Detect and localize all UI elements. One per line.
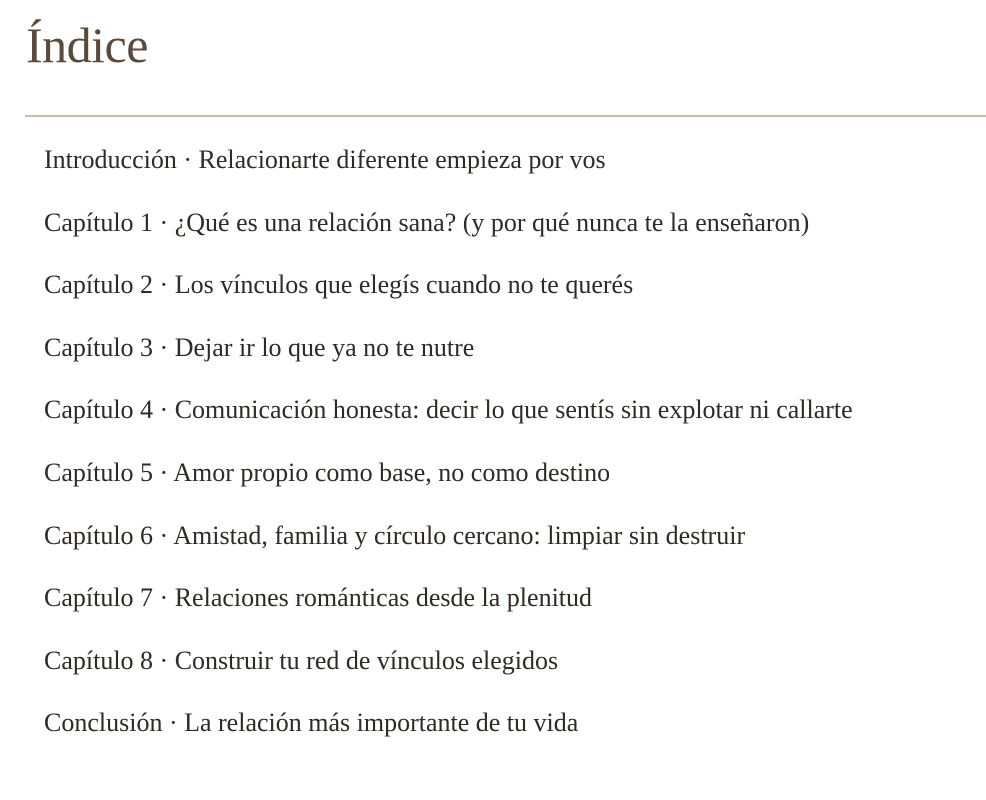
toc-item-conclusion: Conclusión · La relación más importante de tu vida [44, 708, 579, 738]
toc-item-capitulo-4: Capítulo 4 · Comunicación honesta: decir lo que sentís sin explotar ni callarte [44, 395, 853, 425]
toc-item-capitulo-5: Capítulo 5 · Amor propio como base, no como destino [44, 457, 611, 487]
title-divider [25, 115, 986, 117]
toc-item-capitulo-8: Capítulo 8 · Construir tu red de vínculos elegidos [44, 645, 559, 675]
toc-item-capitulo-1: Capítulo 1 · ¿Qué es una relación sana? (y por qué nunca te la enseñaron) [44, 207, 810, 237]
toc-item-introduccion: Introducción · Relacionarte diferente empieza por vos [44, 145, 606, 174]
toc-item-capitulo-7: Capítulo 7 · Relaciones románticas desde la plenitud [44, 583, 593, 613]
page-title: Índice [26, 17, 148, 73]
table-of-contents [44, 137, 853, 763]
toc-item-capitulo-6: Capítulo 6 · Amistad, familia y círculo cercano: limpiar sin destruir [44, 520, 746, 550]
toc-item-capitulo-2: Capítulo 2 · Los vínculos que elegís cuando no te querés [44, 270, 634, 300]
toc-item-capitulo-3: Capítulo 3 · Dejar ir lo que ya no te nutre [44, 332, 475, 362]
